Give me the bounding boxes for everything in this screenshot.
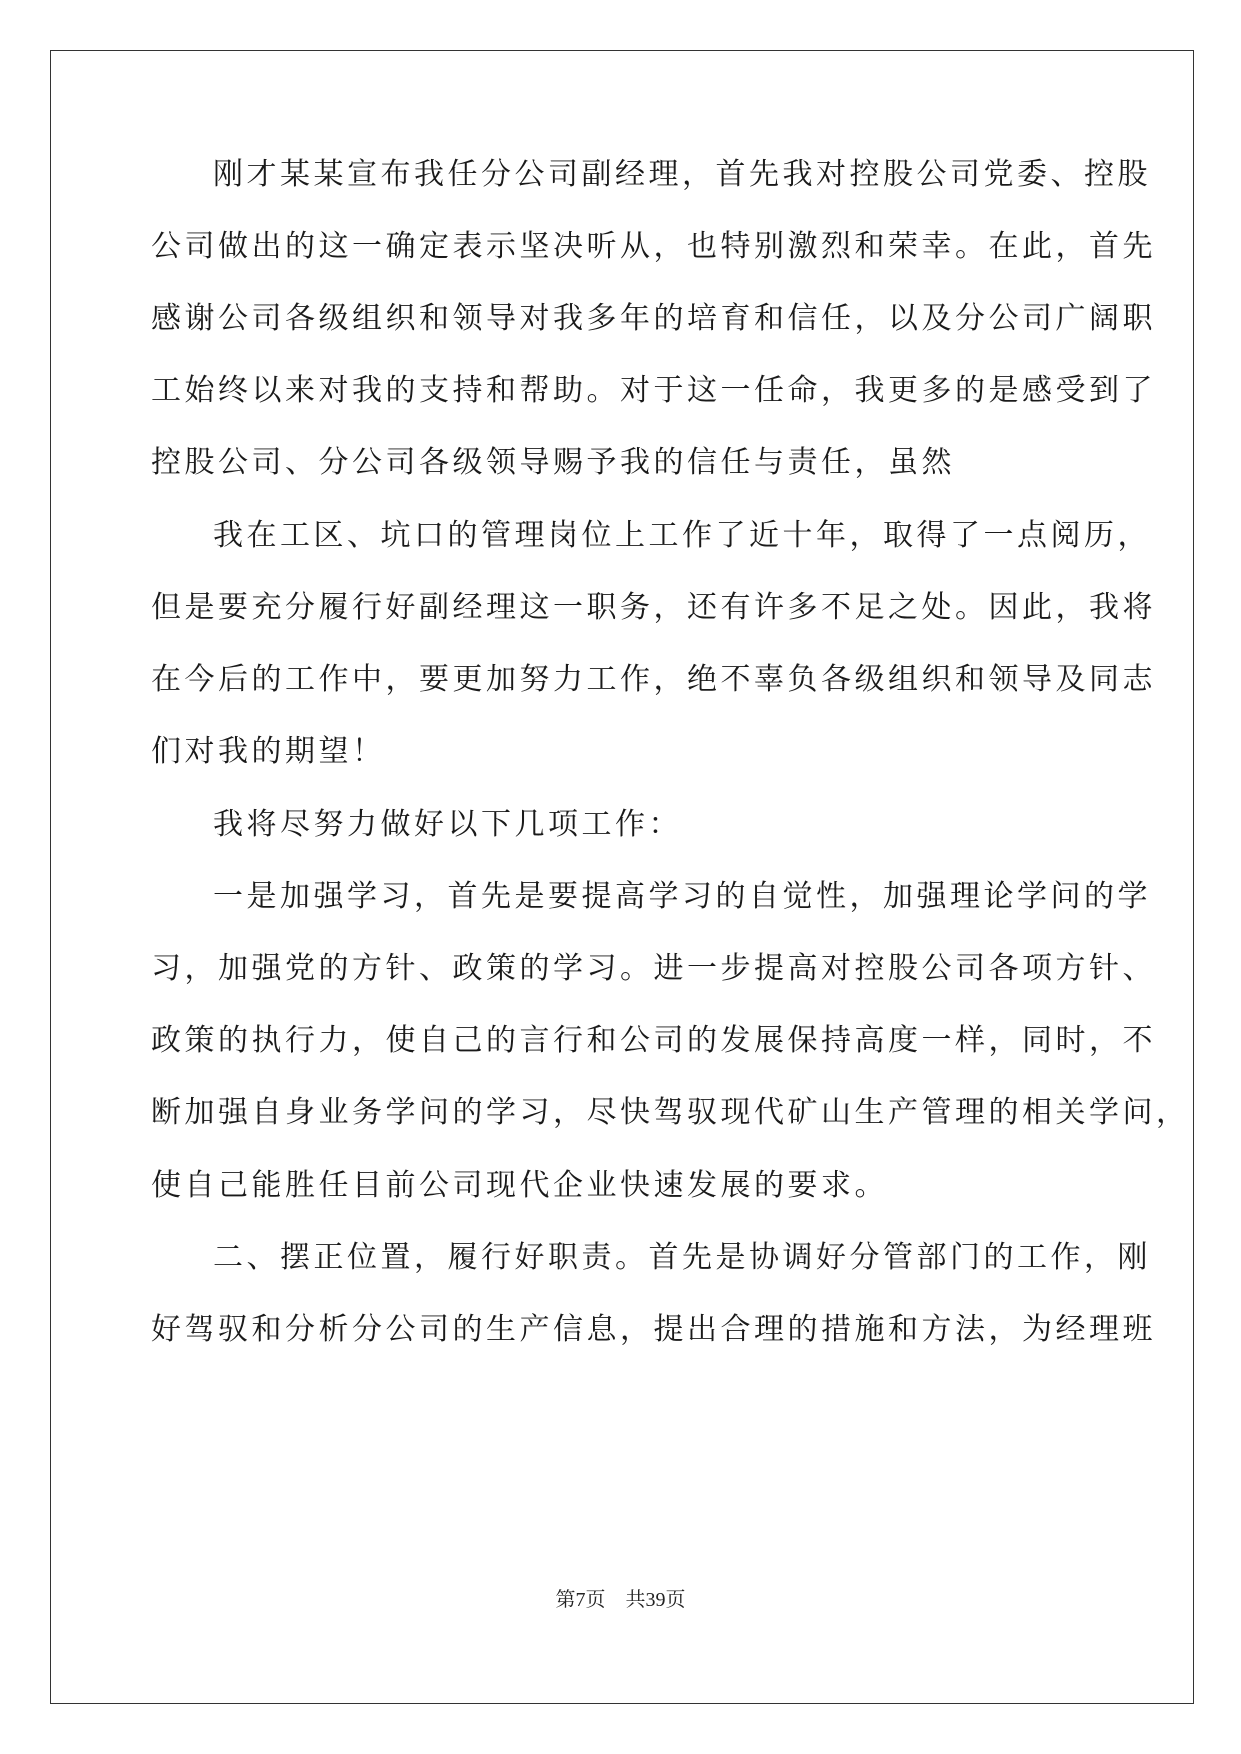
text-line: 一是加强学习，首先是要提高学习的自觉性，加强理论学问的学	[213, 879, 1151, 914]
text-line: 们对我的期望！	[151, 734, 386, 769]
text-line: 使自己能胜任目前公司现代企业快速发展的要求。	[151, 1168, 888, 1203]
text-line: 控股公司、分公司各级领导赐予我的信任与责任，虽然	[151, 445, 955, 480]
page-total: 共39页	[625, 1589, 686, 1611]
text-line: 感谢公司各级组织和领导对我多年的培育和信任，以及分公司广阔职	[151, 301, 1156, 336]
text-line: 公司做出的这一确定表示坚决听从，也特别激烈和荣幸。在此，首先	[151, 229, 1156, 264]
text-line: 习，加强党的方针、政策的学习。进一步提高对控股公司各项方针、	[151, 951, 1156, 986]
text-line: 政策的执行力，使自己的言行和公司的发展保持高度一样，同时，不	[151, 1023, 1156, 1058]
text-line: 断加强自身业务学问的学习，尽快驾驭现代矿山生产管理的相关学问，	[151, 1095, 1190, 1130]
text-line: 但是要充分履行好副经理这一职务，还有许多不足之处。因此，我将	[151, 590, 1156, 625]
text-line: 我将尽努力做好以下几项工作：	[213, 807, 682, 842]
text-line: 工始终以来对我的支持和帮助。对于这一任命，我更多的是感受到了	[151, 373, 1156, 408]
page-border	[50, 50, 1194, 1704]
text-line: 二、摆正位置，履行好职责。首先是协调好分管部门的工作，刚	[213, 1240, 1151, 1275]
page-number: 第7页	[555, 1589, 606, 1611]
text-line: 刚才某某宣布我任分公司副经理，首先我对控股公司党委、控股	[213, 157, 1151, 192]
text-line: 我在工区、坑口的管理岗位上工作了近十年，取得了一点阅历，	[213, 518, 1151, 553]
page-footer	[0, 1583, 1241, 1612]
text-line: 在今后的工作中，要更加努力工作，绝不辜负各级组织和领导及同志	[151, 662, 1156, 697]
text-line: 好驾驭和分析分公司的生产信息，提出合理的措施和方法，为经理班	[151, 1312, 1156, 1347]
